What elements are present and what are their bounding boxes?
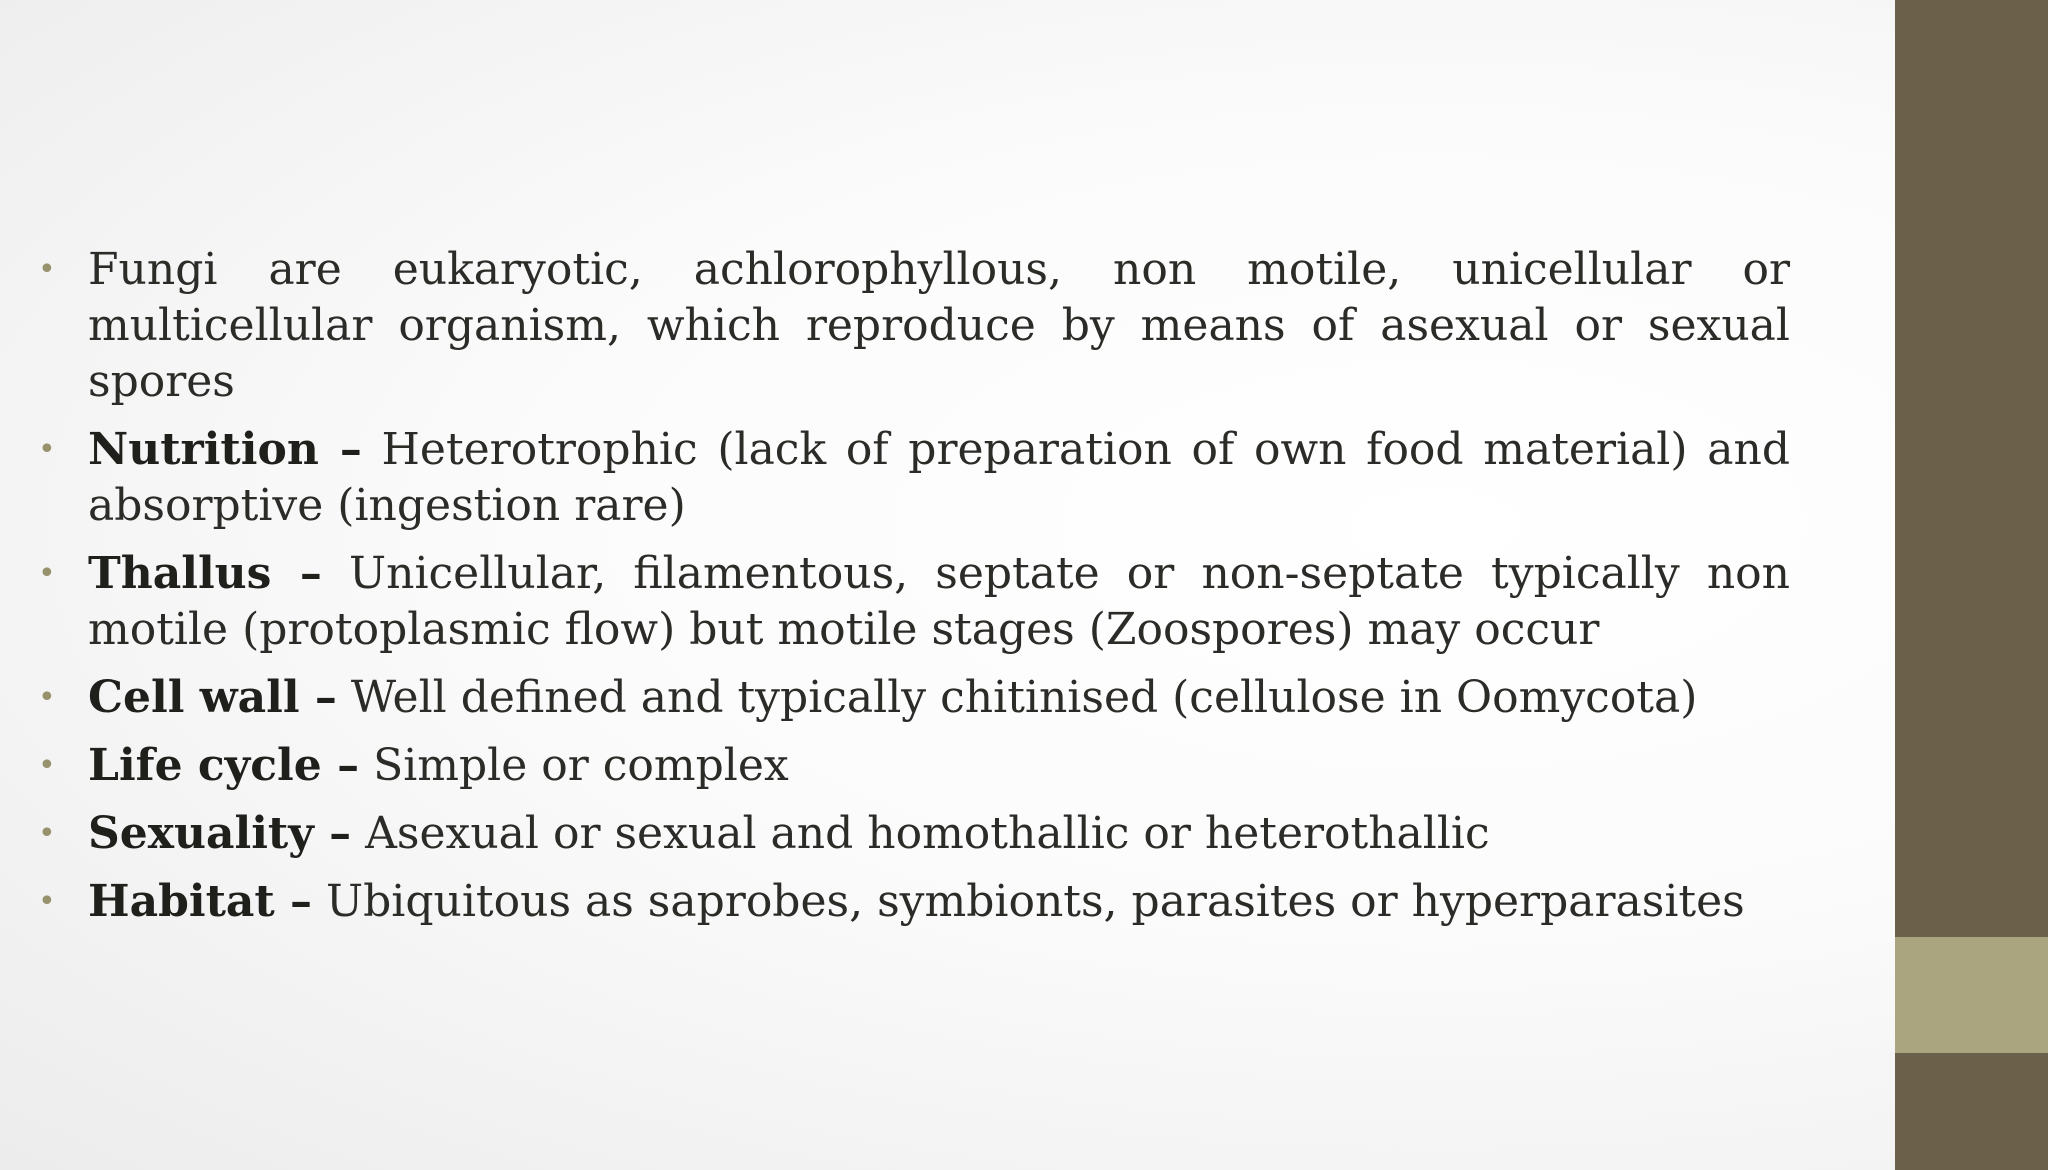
bullet-dot-icon: • (38, 556, 56, 591)
bullet-dot-icon: • (38, 816, 56, 851)
bullet-dot-icon: • (38, 680, 56, 715)
bullet-dot-icon: • (38, 432, 56, 467)
decorative-sidebar (1895, 0, 2048, 1170)
bullet-text: Fungi are eukaryotic, achlorophyllous, non motile, unicellular or multicellular organism, which reproduce by means of asexual or sexual spores (88, 244, 1790, 407)
bullet-term: Life cycle – (88, 740, 360, 791)
bullet-term: Nutrition – (88, 424, 362, 475)
sidebar-accent-block (1895, 937, 2048, 1053)
bullet-text: Ubiquitous as saprobes, symbionts, parasites or hyperparasites (312, 876, 1745, 927)
bullet-dot-icon: • (38, 748, 56, 783)
bullet-text: Simple or complex (359, 740, 789, 791)
bullet-text: Well defined and typically chitinised (cellulose in Oomycota) (336, 672, 1698, 723)
bullet-item-thallus (38, 546, 1790, 658)
bullet-term: Cell wall – (88, 672, 337, 723)
bullet-text: Asexual or sexual and homothallic or heterothallic (351, 808, 1490, 859)
bullet-text: Heterotrophic (lack of preparation of own food material) and absorptive (ingestion rare) (88, 424, 1790, 531)
bullet-item-sexuality (38, 806, 1790, 862)
bullet-item-habitat (38, 874, 1790, 930)
bullet-item-cell-wall (38, 670, 1790, 726)
bullet-dot-icon: • (38, 884, 56, 919)
bullet-item-nutrition (38, 422, 1790, 534)
bullet-text: Unicellular, filamentous, septate or non-septate typically non motile (protoplasmic flow) but motile stages (Zoospores) may occur (88, 548, 1790, 655)
bullet-term: Habitat – (88, 876, 313, 927)
bullet-term: Thallus – (88, 548, 322, 599)
bullet-item-life-cycle (38, 738, 1790, 794)
bullet-item-fungi-definition (38, 242, 1790, 410)
bullet-dot-icon: • (38, 252, 56, 287)
bullet-list (38, 242, 1790, 942)
bullet-term: Sexuality – (88, 808, 352, 859)
